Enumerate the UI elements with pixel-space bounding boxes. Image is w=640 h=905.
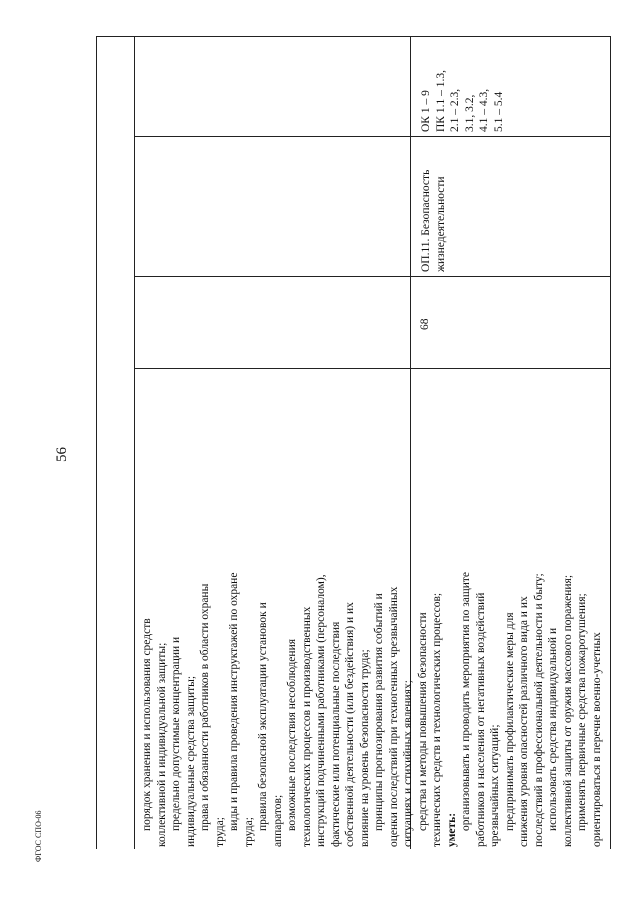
- knowledge-line: фактические или потенциальные последствия: [329, 621, 342, 847]
- skills-line: организовывать и проводить мероприятия по защите: [460, 572, 472, 831]
- skills-line: коллективной защиты от оружия массового поражения;: [561, 574, 574, 847]
- table-border-col-a: [134, 36, 135, 849]
- skills-line: предпринимать профилактические меры для: [503, 612, 516, 831]
- table-row-divider-1: [134, 136, 611, 137]
- knowledge-line: ситуациях и стихийных явлениях;: [402, 680, 414, 847]
- skills-line: последствий в профессиональной деятельности и быту;: [532, 573, 545, 847]
- competency-line: 2.1 – 2.3,: [449, 88, 461, 132]
- table-row-divider-3: [134, 368, 611, 369]
- knowledge-line: аппаратов;: [271, 794, 284, 847]
- skills-line: ориентироваться в перечне военно-учетных: [590, 632, 603, 847]
- knowledge-line: оценки последствий при техногенных чрезвычайных: [387, 586, 400, 847]
- knowledge-list: [140, 372, 445, 847]
- requirements-cell: [140, 372, 604, 847]
- skills-heading: уметь:: [445, 812, 458, 847]
- discipline-name-cont: жизнедеятельности: [434, 176, 447, 272]
- knowledge-line: возможные последствия несоблюдения: [286, 638, 298, 831]
- skills-line: использовать средства индивидуальной и: [547, 627, 559, 831]
- competencies-cell: [419, 70, 506, 132]
- competency-line: ПК 1.1 – 1.3,: [434, 70, 447, 132]
- competency-line: 3.1, 3.2,: [463, 94, 476, 132]
- table-row-divider-2: [134, 276, 611, 277]
- knowledge-line: труда;: [242, 817, 255, 847]
- knowledge-line: собственной деятельности (или бездействия) и их: [344, 602, 356, 847]
- hours-value: 68: [419, 318, 431, 330]
- knowledge-line: предельно допустимые концентрации и: [170, 636, 182, 831]
- discipline-code-name: ОП.11. Безопасность: [420, 169, 432, 272]
- hours-cell: [418, 319, 433, 331]
- skills-line: работников и населения от негативных воздействий: [474, 592, 487, 847]
- skills-line: чрезвычайных ситуаций;: [489, 724, 501, 847]
- skills-list: [459, 372, 604, 847]
- knowledge-line: правила безопасной эксплуатации установок и: [257, 602, 269, 831]
- footer-label: ФГОС СПО-06: [34, 810, 43, 862]
- table-border-right: [610, 36, 611, 849]
- knowledge-line: права и обязанности работников в области охраны: [199, 583, 211, 831]
- knowledge-line: принципы прогнозирования развития событий и: [373, 593, 385, 831]
- table-border-left: [96, 36, 97, 849]
- knowledge-line: технических средств и технологических процессов;: [431, 592, 443, 847]
- knowledge-line: коллективной и индивидуальной защиты;: [155, 642, 168, 847]
- table-border-top: [96, 36, 611, 37]
- knowledge-line: труда;: [213, 817, 226, 847]
- competency-line: 4.1 – 4.3,: [478, 88, 490, 132]
- knowledge-line: инструкций подчиненными работниками (персоналом),: [315, 574, 327, 847]
- knowledge-line: средства и методы повышения безопасности: [416, 612, 429, 831]
- knowledge-line: виды и правила проведения инструктажей по охране: [228, 572, 240, 831]
- knowledge-line: технологических процессов и производственных: [300, 606, 313, 847]
- knowledge-line: индивидуальные средства защиты;: [184, 675, 197, 847]
- competency-line: 5.1 – 5.4: [492, 91, 505, 132]
- competency-line: ОК 1 – 9: [420, 90, 432, 132]
- knowledge-line: влияние на уровень безопасности труда;: [358, 649, 371, 847]
- knowledge-line: порядок хранения и использования средств: [141, 618, 153, 831]
- discipline-cell: [419, 170, 448, 272]
- skills-line: снижения уровня опасностей различного вида и их: [518, 596, 530, 847]
- skills-line: применять первичные средства пожаротушения;: [576, 593, 588, 831]
- page-number: 56: [54, 447, 70, 462]
